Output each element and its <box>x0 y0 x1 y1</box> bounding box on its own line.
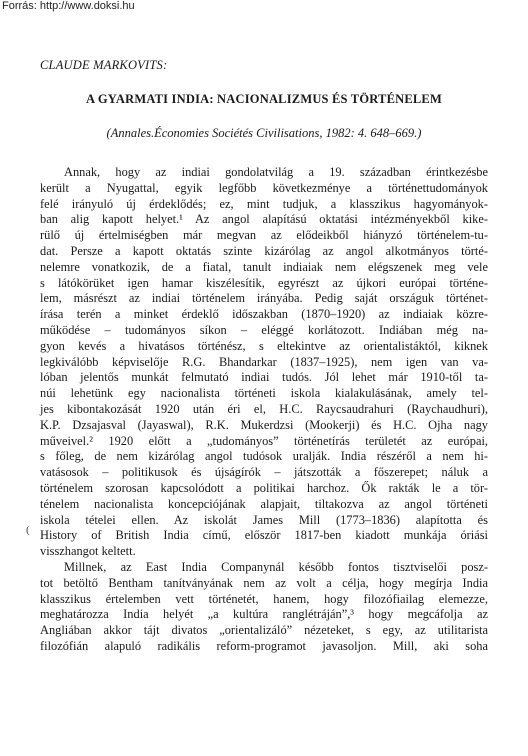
text-line: történelem szorosan kapcsolódott a politikai harchoz. Ők rakták le a tör- <box>40 480 488 495</box>
text-line: visszhangot keltett. <box>40 544 136 559</box>
text-line: ténelem nacionalista koncepciójának alapjait, tiltakozva az angol történeti <box>40 496 488 511</box>
article-title: A GYARMATI INDIA: NACIONALIZMUS ÉS TÖRTÉNELEM <box>86 92 442 106</box>
text-line: rülő új értelmiségben már megvan az elődeikből hiányzó történelem-tu- <box>40 228 488 243</box>
text-line: klasszikus értelemben vett történetét, hanem, hogy filozófiailag elemezze, <box>40 591 488 606</box>
text-line: filozófián alapuló radikális reform-programot javasoljon. Mill, aki soha <box>40 638 488 653</box>
article-citation: (Annales.Économies Sociétés Civilisations, 1982: 4. 648–669.) <box>106 126 422 140</box>
text-line: iskola tételei ellen. Az iskolát James Mill (1773–1836) alapította és <box>40 512 488 527</box>
text-line: nelemre vonatkozik, de a fiatal, tanult indiaiak nem elégszenek meg vele <box>40 259 488 274</box>
text-line: írása terén a minket érdeklő időszakban (1870–1920) az indiaiak közre- <box>40 307 488 322</box>
text-line: működése – tudományos síkon – eléggé korlátozott. Indiában még na- <box>40 322 488 337</box>
text-line: ban alig kapott helyet.¹ Az angol alapítású oktatási intézményekből kike- <box>40 212 488 227</box>
text-line: s látókörüket igen hamar kiszélesítik, egyrészt az újkori európai történe- <box>40 275 488 290</box>
text-line: tot betöltő Bentham tanítványának nem az volt a célja, hogy megírja India <box>40 575 488 590</box>
margin-mark: ( <box>26 524 30 536</box>
text-line: dat. Persze a kapott oktatás szinte kizárólag az angol alkotmányos törté- <box>40 243 488 258</box>
text-line: gyon kevés a hivatásos történész, s eltekintve az orientalistáktól, kiknek <box>40 338 488 353</box>
text-line: Annak, hogy az indiai gondolatvilág a 19. században érintkezésbe <box>64 165 488 179</box>
text-line: núi lehetünk egy nacionalista történeti iskola kialakulásának, amely tel- <box>40 386 488 401</box>
text-line: lóban jelentős munkát felmutató indiai tudós. Jól lehet már 1910-től ta- <box>40 370 488 385</box>
text-line: K.P. Dzsajasval (Jayaswal), R.K. Mukerdzsi (Mookerji) és H.C. Ojha nagy <box>40 417 488 432</box>
author-name: CLAUDE MARKOVITS: <box>40 58 168 72</box>
text-line: History of British India című, először 1817-ben kiadott munkája óriási <box>40 528 488 543</box>
article-body <box>40 165 488 655</box>
text-line: lem, másrészt az indiai történelem irányába. Pedig saját országuk történet- <box>40 291 488 306</box>
text-line: s főleg, de nem kizárólag angol tudósok uralják. India részéről a nem hi- <box>40 449 488 464</box>
text-line: műveivel.² 1920 előtt a „tudományos” történetírás területét az európai, <box>40 433 488 448</box>
text-line: Millnek, az East India Companynál később fontos tisztviselői posz- <box>64 559 488 574</box>
text-line: került a Nyugattal, egyik legfőbb következménye a történettudományok <box>40 180 488 195</box>
text-line: legkiválóbb képviselője R.G. Bhandarkar (1837–1925), nem igen van va- <box>40 354 488 369</box>
text-line: meghatározza India helyét „a kultúra ranglétráján”,³ hogy megcáfolja az <box>40 607 488 622</box>
text-line: Angliában akkor tájt divatos „orientalizáló” nézeteket, s egy, az utilitarista <box>40 623 488 638</box>
text-line: jes kibontakozását 1920 után éri el, H.C. Raycsaudrahuri (Raychaudhuri), <box>40 401 488 416</box>
text-line: felé irányuló új érdeklődés; ez, mint tudjuk, a klasszikus hagyományok- <box>40 196 488 211</box>
text-line: vatásosok – politikusok és újságírók – játszották a főszerepet; náluk a <box>40 465 488 480</box>
source-line: Forrás: http://www.doksi.hu <box>2 0 135 12</box>
